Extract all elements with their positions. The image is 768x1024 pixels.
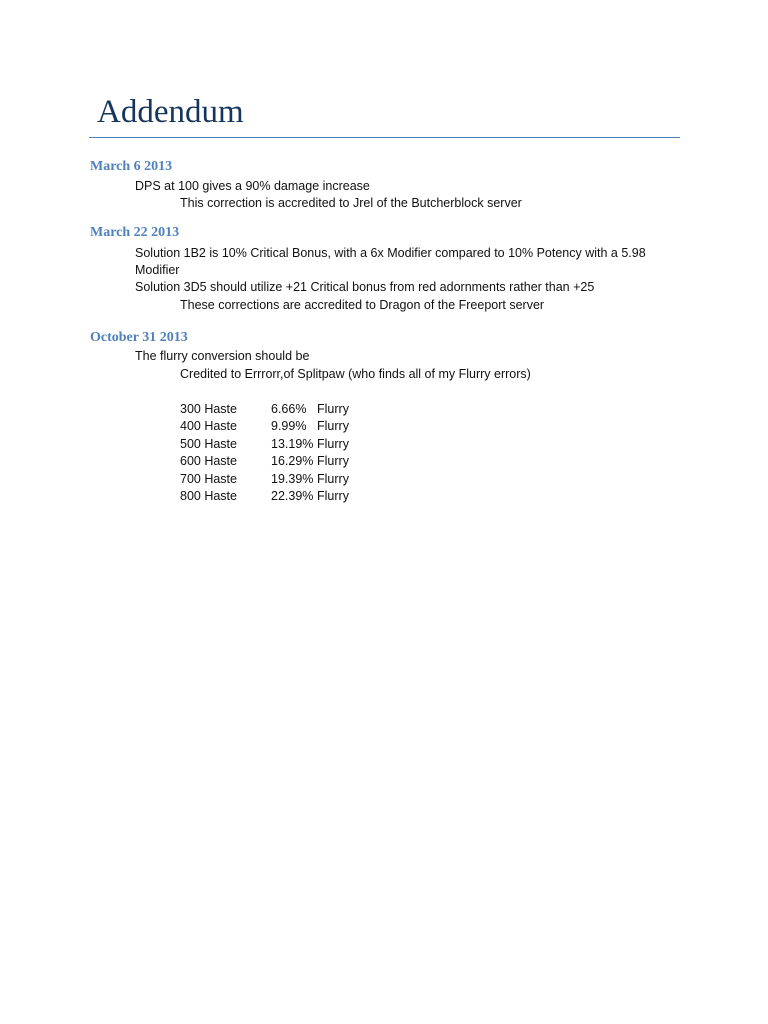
flurry-percent: 19.39% [271, 471, 314, 486]
section-heading-march-22: March 22 2013 [90, 225, 180, 240]
flurry-label: Flurry [317, 419, 349, 434]
flurry-percent: 13.19% [271, 436, 314, 451]
section-heading-march-6: March 6 2013 [90, 159, 173, 174]
credit-text: This correction is accredited to Jrel of the Butcherblock server [180, 196, 522, 210]
correction-text: DPS at 100 gives a 90% damage increase [135, 179, 370, 193]
correction-text-continued: Modifier [135, 263, 180, 277]
haste-value: 600 Haste [180, 454, 237, 469]
section-heading-october-31: October 31 2013 [90, 330, 188, 345]
flurry-percent: 6.66% [271, 402, 307, 416]
correction-text: Solution 3D5 should utilize +21 Critical bonus from red adornments rather than +25 [135, 280, 595, 294]
flurry-percent: 16.29% [271, 454, 314, 469]
haste-value: 800 Haste [180, 488, 237, 503]
haste-value: 400 Haste [180, 419, 237, 434]
credit-text: These corrections are accredited to Dragon of the Freeport server [180, 298, 545, 312]
haste-value: 300 Haste [180, 402, 237, 416]
flurry-percent: 9.99% [271, 419, 307, 434]
credit-text: Credited to Errrorr,of Splitpaw (who finds all of my Flurry errors) [180, 367, 531, 381]
flurry-label: Flurry [317, 488, 349, 503]
flurry-label: Flurry [317, 402, 349, 416]
title-underline [89, 137, 680, 138]
flurry-label: Flurry [317, 454, 349, 469]
flurry-label: Flurry [317, 436, 349, 451]
correction-text: The flurry conversion should be [135, 349, 310, 363]
document-title: Addendum [97, 94, 244, 130]
flurry-percent: 22.39% [271, 488, 314, 503]
haste-value: 700 Haste [180, 471, 237, 486]
haste-value: 500 Haste [180, 436, 237, 451]
correction-text: Solution 1B2 is 10% Critical Bonus, with a 6x Modifier compared to 10% Potency with a 5.98 [135, 246, 646, 260]
flurry-label: Flurry [317, 471, 349, 486]
